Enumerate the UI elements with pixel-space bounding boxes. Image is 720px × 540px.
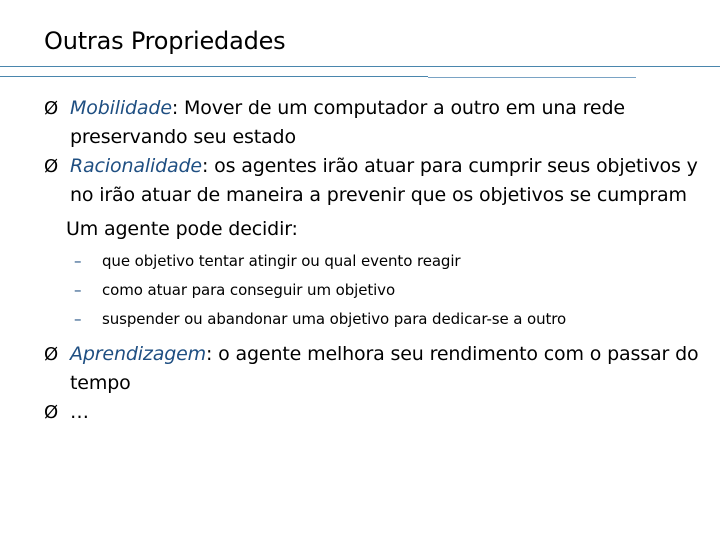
dash-bullet-icon: – [74,252,82,270]
decide-label: Um agente pode decidir: [66,218,298,240]
title-underline-secondary [0,76,428,77]
bullet-term: Racionalidade [70,155,202,177]
list-item-text: que objetivo tentar atingir ou qual evento reagir [102,252,461,270]
title-underline [0,66,720,67]
decide-list [74,247,712,334]
bullet-text: : o agente melhora seu rendimento com o passar do tempo [70,343,699,394]
bullet-aprendizagem [44,340,712,398]
bullet-term: Mobilidade [70,97,172,119]
dash-bullet-icon: – [74,281,82,299]
bullet-mobilidade [44,94,712,152]
slide-body [44,94,712,427]
bullet-ellipsis [44,398,712,427]
bullet-text: : os agentes irão atuar para cumprir seus objetivos y no irão atuar de maneira a prevenir que os objetivos se cumpram [70,155,698,206]
bullet-racionalidade [44,152,712,210]
bullet-text: : Mover de um computador a outro em una rede preservando seu estado [70,97,625,148]
list-item [74,276,712,305]
arrow-bullet-icon: Ø [44,402,59,423]
dash-bullet-icon: – [74,310,82,328]
arrow-bullet-icon: Ø [44,98,59,119]
arrow-bullet-icon: Ø [44,344,59,365]
slide-title: Outras Propriedades [44,27,286,55]
list-item [74,305,712,334]
list-item-text: suspender ou abandonar uma objetivo para dedicar-se a outro [102,310,567,328]
arrow-bullet-icon: Ø [44,156,59,177]
bullet-text: … [70,401,89,423]
list-item [74,247,712,276]
title-underline-accent [428,77,636,78]
list-item-text: como atuar para conseguir um objetivo [102,281,396,299]
bullet-term: Aprendizagem [70,343,207,365]
